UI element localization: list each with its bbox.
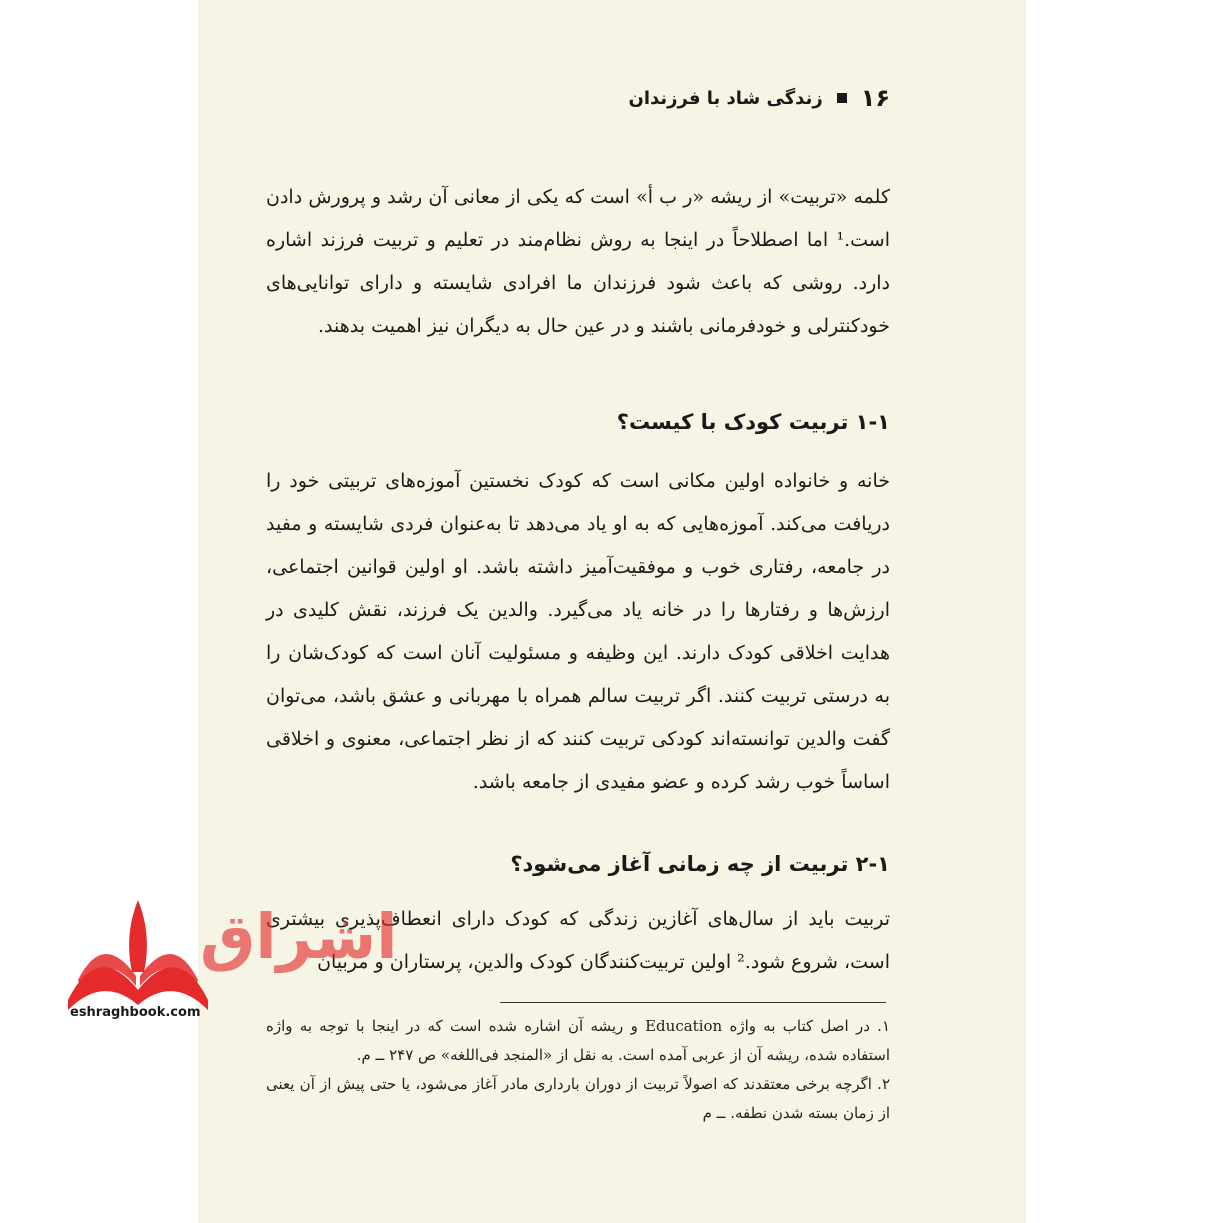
header-square-ornament	[837, 93, 847, 103]
footnote-1: ۱. در اصل کتاب به واژه Education و ریشه آن اشاره شده است که در اینجا با توجه به واژه استفاده شده، ریشه آن از عربی آمده است. به نقل از «المنجد فی‌اللغه» ص ۲۴۷ ــ م.	[266, 1017, 891, 1064]
section-2-paragraph: تربیت باید از سال‌های آغازین زندگی که کودک دارای انعطاف‌پذیری بیشتری است، شروع شود.² اولین تربیت‌کنندگان کودک والدین، پرستاران و مربیان	[266, 908, 890, 973]
intro-paragraph: کلمه «تربیت» از ریشه «ر ب أ» است که یکی از معانی آن رشد و پرورش دادن است.¹ اما اصطلاحاً در اینجا به روش نظام‌مند در تعلیم و تربیت فرزند اشاره دارد. روشی که باعث شود فرزندان ما افرادی شایسته و دارای توانایی‌های خودکنترلی و خودفرمانی باشند و در عین حال به دیگران نیز اهمیت بدهند.	[266, 186, 890, 337]
footnote-2: ۲. اگرچه برخی معتقدند که اصولاً تربیت از دوران بارداری مادر آغاز می‌شود، یا حتی پیش از آن یعنی از زمان بسته شدن نطفه. ــ م	[266, 1075, 890, 1122]
page-header	[198, 80, 890, 116]
footnote-divider	[500, 1002, 886, 1003]
page-number: ۱۶	[860, 84, 890, 112]
section-heading-1: ۱-۱ تربیت کودک با کیست؟	[616, 410, 890, 434]
section-1-paragraph: خانه و خانواده اولین مکانی است که کودک نخستین آموزه‌های تربیتی خود را دریافت می‌کند. آموزه‌هایی که به او یاد می‌دهد تا به‌عنوان فردی شایسته و مفید در جامعه، رفتاری خوب و موفقیت‌آمیز داشته باشد. او اولین قوانین اجتماعی، ارزش‌ها و رفتارها را در خانه یاد می‌گیرد. والدین یک فرزند، نقش کلیدی در هدایت اخلاقی کودک دارند. این وظیفه و مسئولیت آنان است که کودک‌شان را به درستی تربیت کنند. اگر تربیت سالم همراه با مهربانی و عشق باشد، می‌توان گفت والدین توانسته‌اند کودکی تربیت کنند که از نظر اجتماعی، معنوی و اخلاقی اساساً خوب رشد کرده و عضو مفیدی از جامعه باشد.	[266, 470, 890, 793]
watermark-domain: eshraghbook.com	[70, 1005, 201, 1020]
section-heading-2: ۲-۱ تربیت از چه زمانی آغاز می‌شود؟	[510, 852, 890, 876]
running-title: زندگی شاد با فرزندان	[628, 87, 823, 109]
footnotes	[266, 1012, 890, 1128]
watermark-word: اشراق	[200, 900, 398, 973]
